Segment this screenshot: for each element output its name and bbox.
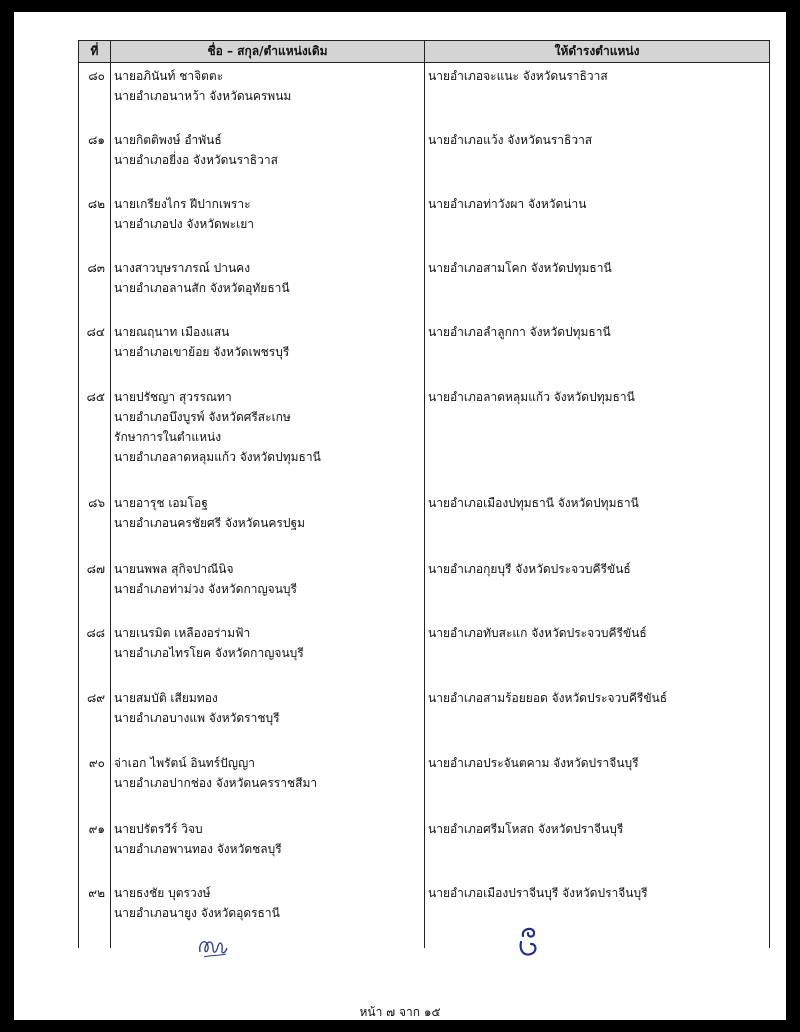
signature-right (515, 924, 541, 960)
new-position-cell: นายอำเภอลำลูกกา จังหวัดปทุมธานี (425, 319, 770, 384)
signature-left (196, 932, 230, 962)
table-row (79, 620, 770, 685)
new-position-cell: นายอำเภอศรีมโหสถ จังหวัดปราจีนบุรี (425, 816, 770, 880)
name-previous-position-cell (111, 490, 425, 556)
table-row (79, 255, 770, 319)
appointment-table (78, 40, 770, 948)
name-previous-position-cell (111, 191, 425, 255)
person-name: นายเนรมิต เหลืองอร่ามฟ้า (114, 625, 251, 640)
table-row (79, 191, 770, 255)
table-row (79, 880, 770, 948)
person-name: นายธงชัย บุตรวงษ์ (114, 885, 211, 900)
previous-position-line: รักษาการในตำแหน่ง (114, 429, 222, 444)
name-previous-position-cell (111, 556, 425, 620)
table-body (79, 63, 770, 948)
row-number: ๘๗ (79, 556, 111, 620)
person-name: นายเกรียงไกร ฝีปากเพราะ (114, 196, 251, 211)
page-number: หน้า ๗ จาก ๑๕ (359, 1005, 441, 1019)
person-name: จ่าเอก ไพรัตน์ อินทร์ปัญญา (114, 755, 255, 770)
new-position-cell: นายอำเภอสามโคก จังหวัดปทุมธานี (425, 255, 770, 319)
new-position-cell: นายอำเภอสามร้อยยอด จังหวัดประจวบคีรีขันธ์ (425, 685, 770, 750)
name-previous-position-cell (111, 63, 425, 127)
previous-position-line: นายอำเภอไทรโยค จังหวัดกาญจนบุรี (114, 645, 304, 660)
name-previous-position-cell (111, 127, 425, 191)
previous-position-line: นายอำเภอท่าม่วง จังหวัดกาญจนบุรี (114, 581, 297, 596)
previous-position-line: นายอำเภอบึงบูรพ์ จังหวัดศรีสะเกษ (114, 409, 291, 424)
table-row (79, 319, 770, 384)
row-number: ๘๒ (79, 191, 111, 255)
table-row (79, 816, 770, 880)
previous-position-line: นายอำเภอปากช่อง จังหวัดนครราชสีมา (114, 775, 318, 790)
table-row (79, 127, 770, 191)
name-previous-position-cell (111, 750, 425, 816)
previous-position-line: นายอำเภอปง จังหวัดพะเยา (114, 216, 254, 231)
header-position: ให้ดำรงตำแหน่ง (425, 41, 770, 63)
new-position-cell: นายอำเภอทับสะแก จังหวัดประจวบคีรีขันธ์ (425, 620, 770, 685)
table-row (79, 63, 770, 127)
person-name: นายกิตติพงษ์ อำพันธ์ (114, 132, 222, 147)
new-position-cell: นายอำเภอท่าวังผา จังหวัดน่าน (425, 191, 770, 255)
row-number: ๘๓ (79, 255, 111, 319)
row-number: ๙๑ (79, 816, 111, 880)
header-name: ชื่อ – สกุล/ตำแหน่งเดิม (111, 41, 425, 63)
new-position-cell: นายอำเภอแว้ง จังหวัดนราธิวาส (425, 127, 770, 191)
table-row (79, 750, 770, 816)
header-no: ที่ (79, 41, 111, 63)
person-name: นายปรัชญา สุวรรณทา (114, 389, 232, 404)
new-position-cell: นายอำเภอกุยบุรี จังหวัดประจวบคีรีขันธ์ (425, 556, 770, 620)
person-name: นายณฤนาท เมืองแสน (114, 324, 230, 339)
previous-position-line: นายอำเภอพานทอง จังหวัดชลบุรี (114, 841, 282, 856)
person-name: นายอภินันท์ ชาจิตตะ (114, 69, 224, 83)
new-position-cell: นายอำเภอเมืองปทุมธานี จังหวัดปทุมธานี (425, 490, 770, 556)
row-number: ๘๙ (79, 685, 111, 750)
name-previous-position-cell (111, 685, 425, 750)
row-number: ๘๑ (79, 127, 111, 191)
previous-position-line: นายอำเภอเขาย้อย จังหวัดเพชรบุรี (114, 344, 290, 359)
previous-position-line: นายอำเภอลานสัก จังหวัดอุทัยธานี (114, 280, 290, 295)
name-previous-position-cell (111, 620, 425, 685)
row-number: ๙๒ (79, 880, 111, 948)
person-name: นายสมบัติ เสียมทอง (114, 690, 218, 705)
table-row (79, 384, 770, 490)
table-row (79, 490, 770, 556)
previous-position-line: นายอำเภอลาดหลุมแก้ว จังหวัดปทุมธานี (114, 449, 321, 464)
row-number: ๘๕ (79, 384, 111, 490)
new-position-cell: นายอำเภอจะแนะ จังหวัดนราธิวาส (425, 63, 770, 127)
name-previous-position-cell (111, 384, 425, 490)
table-header-row (79, 41, 770, 63)
previous-position-line: นายอำเภอยี่งอ จังหวัดนราธิวาส (114, 152, 278, 167)
table-row (79, 556, 770, 620)
row-number: ๘๐ (79, 63, 111, 127)
previous-position-line: นายอำเภอนครชัยศรี จังหวัดนครปฐม (114, 515, 306, 530)
person-name: นางสาวบุษราภรณ์ ปานคง (114, 260, 251, 275)
person-name: นายอารุช เอมโอฐ (114, 495, 208, 510)
new-position-cell: นายอำเภอเมืองปราจีนบุรี จังหวัดปราจีนบุรี (425, 880, 770, 948)
person-name: นายนพพล สุกิจปาณีนิจ (114, 561, 234, 576)
row-number: ๙๐ (79, 750, 111, 816)
row-number: ๘๘ (79, 620, 111, 685)
name-previous-position-cell (111, 880, 425, 948)
previous-position-line: นายอำเภอบางแพ จังหวัดราชบุรี (114, 710, 280, 725)
name-previous-position-cell (111, 319, 425, 384)
name-previous-position-cell (111, 255, 425, 319)
row-number: ๘๖ (79, 490, 111, 556)
previous-position-line: นายอำเภอนายูง จังหวัดอุดรธานี (114, 905, 280, 920)
table-row (79, 685, 770, 750)
person-name: นายปรัตรวีร์ วิจบ (114, 821, 203, 836)
new-position-cell: นายอำเภอลาดหลุมแก้ว จังหวัดปทุมธานี (425, 384, 770, 490)
name-previous-position-cell (111, 816, 425, 880)
row-number: ๘๔ (79, 319, 111, 384)
document-page (14, 12, 786, 1020)
previous-position-line: นายอำเภอนาหว้า จังหวัดนครพนม (114, 89, 292, 103)
new-position-cell: นายอำเภอประจันตคาม จังหวัดปราจีนบุรี (425, 750, 770, 816)
